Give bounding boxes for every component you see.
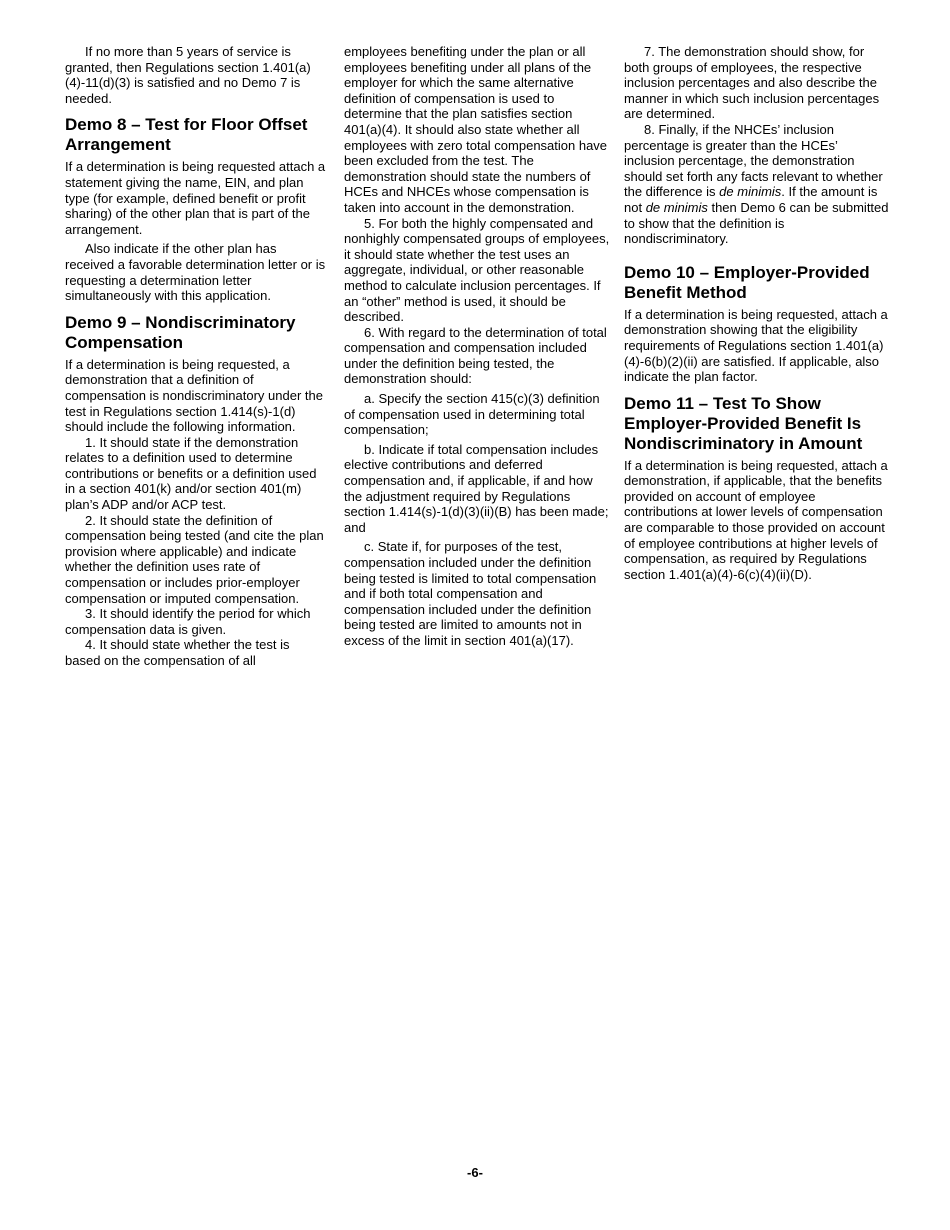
page-number: -6- (467, 1165, 483, 1180)
list-item: 3. It should identify the period for which compensation data is given. (65, 606, 311, 637)
list-item: 2. It should state the definition of compensation being tested (and cite the plan provision where applicable) and indicate whether the definition uses rate of compensation or includes prior-employer compensation or imputed compensation. (65, 512, 324, 606)
sub-item-c: c. State if, for purposes of the test, compensation included under the definition being tested is limited to total compensation and if both total compensation and compensation included under the definition being tested are limited to amounts not in excess of the limit in section 401(a)(17). (344, 539, 597, 648)
sub-item-b: b. Indicate if total compensation includes elective contributions and deferred compensation and, if applicable, if and how the adjustment required by Regulations section 1.414(s)-1(d)(3)(ii)(B) has been made; and (344, 441, 609, 535)
paragraph: If a determination is being requested attach a statement giving the name, EIN, and plan type (for example, defined benefit or profit sharing) of the other plan that is part of the arrangement. (65, 159, 326, 237)
paragraph: employees benefiting under the plan or all employees benefiting under all plans of the employer for which the same alternative definition of compensation is used to determine that the plan satisfies section 401(a)(4). It should also state whether all employees with zero total compensation have been excluded from the test. The demonstration should state the numbers of HCEs and NHCEs whose compensation is taken into account in the demonstration. (344, 44, 608, 215)
paragraph: Also indicate if the other plan has received a favorable determination letter or is requesting a determination letter simultaneously with this application. (65, 241, 326, 304)
column-1 (65, 44, 327, 669)
paragraph: If a determination is being requested, attach a demonstration, if applicable, that the benefits provided on account of employee contributions at lower levels of compensation are comparable to those provided on account of employee contributions at higher levels of compensation, as required by Regulations section 1.401(a)(4)-6(c)(4)(ii)(D). (624, 457, 888, 582)
text-run: . If the amount is not (624, 184, 878, 215)
emphasis: de minimis (719, 184, 782, 200)
column-2 (344, 44, 612, 649)
text-run: 8. Finally, if the NHCEs’ inclusion percentage is greater than the HCEs’ inclusion percentage, the demonstration should set forth any facts relevant to whether the difference is (624, 121, 883, 200)
list-item: 5. For both the highly compensated and nonhighly compensated groups of employees, it should state whether the test uses an aggregate, individual, or other reasonable method to calculate inclusion percentages. If an “other” method is used, it should be described. (344, 215, 610, 325)
list-item: 4. It should state whether the test is based on the compensation of all (65, 637, 290, 668)
list-item (624, 122, 890, 247)
demo9-heading: Demo 9 – Nondiscriminatory Compensation (65, 312, 296, 352)
list-item: 1. It should state if the demonstration relates to a definition used to determine contributions or benefits or a definition used in a section 401(k) and/or section 401(m) plan’s ADP and/or ACP test. (65, 434, 317, 513)
list-item: 7. The demonstration should show, for both groups of employees, the respective inclusion percentages and also describe the manner in which such inclusion percentages are determined. (624, 44, 880, 122)
list-item: 6. With regard to the determination of total compensation and compensation included under the definition being tested, the demonstration should: (344, 324, 607, 387)
paragraph: If a determination is being requested, a demonstration that a definition of compensation is nondiscriminatory under the test in Regulations section 1.414(s)-1(d) should include the following information. (65, 356, 323, 435)
text-run: then Demo 6 can be submitted to show that the definition is nondiscriminatory. (624, 199, 889, 247)
column-3 (624, 44, 890, 582)
emphasis: de minimis (645, 199, 708, 215)
demo10-heading: Demo 10 – Employer-Provided Benefit Method (624, 262, 870, 302)
paragraph: If a determination is being requested, attach a demonstration showing that the eligibility requirements of Regulations section 1.401(a)(4)-6(b)(2)(ii) are satisfied. If applicable, also indicate the plan factor. (624, 306, 888, 385)
demo8-heading: Demo 8 – Test for Floor Offset Arrangement (65, 115, 308, 155)
sub-item-a: a. Specify the section 415(c)(3) definition of compensation used in determining total compensation; (344, 391, 600, 438)
paragraph: If no more than 5 years of service is granted, then Regulations section 1.401(a)(4)-11(d)(3) is satisfied and no Demo 7 is needed. (65, 44, 311, 106)
demo11-heading: Demo 11 – Test To Show Employer-Provided Benefit Is Nondiscriminatory in Amount (624, 393, 863, 453)
